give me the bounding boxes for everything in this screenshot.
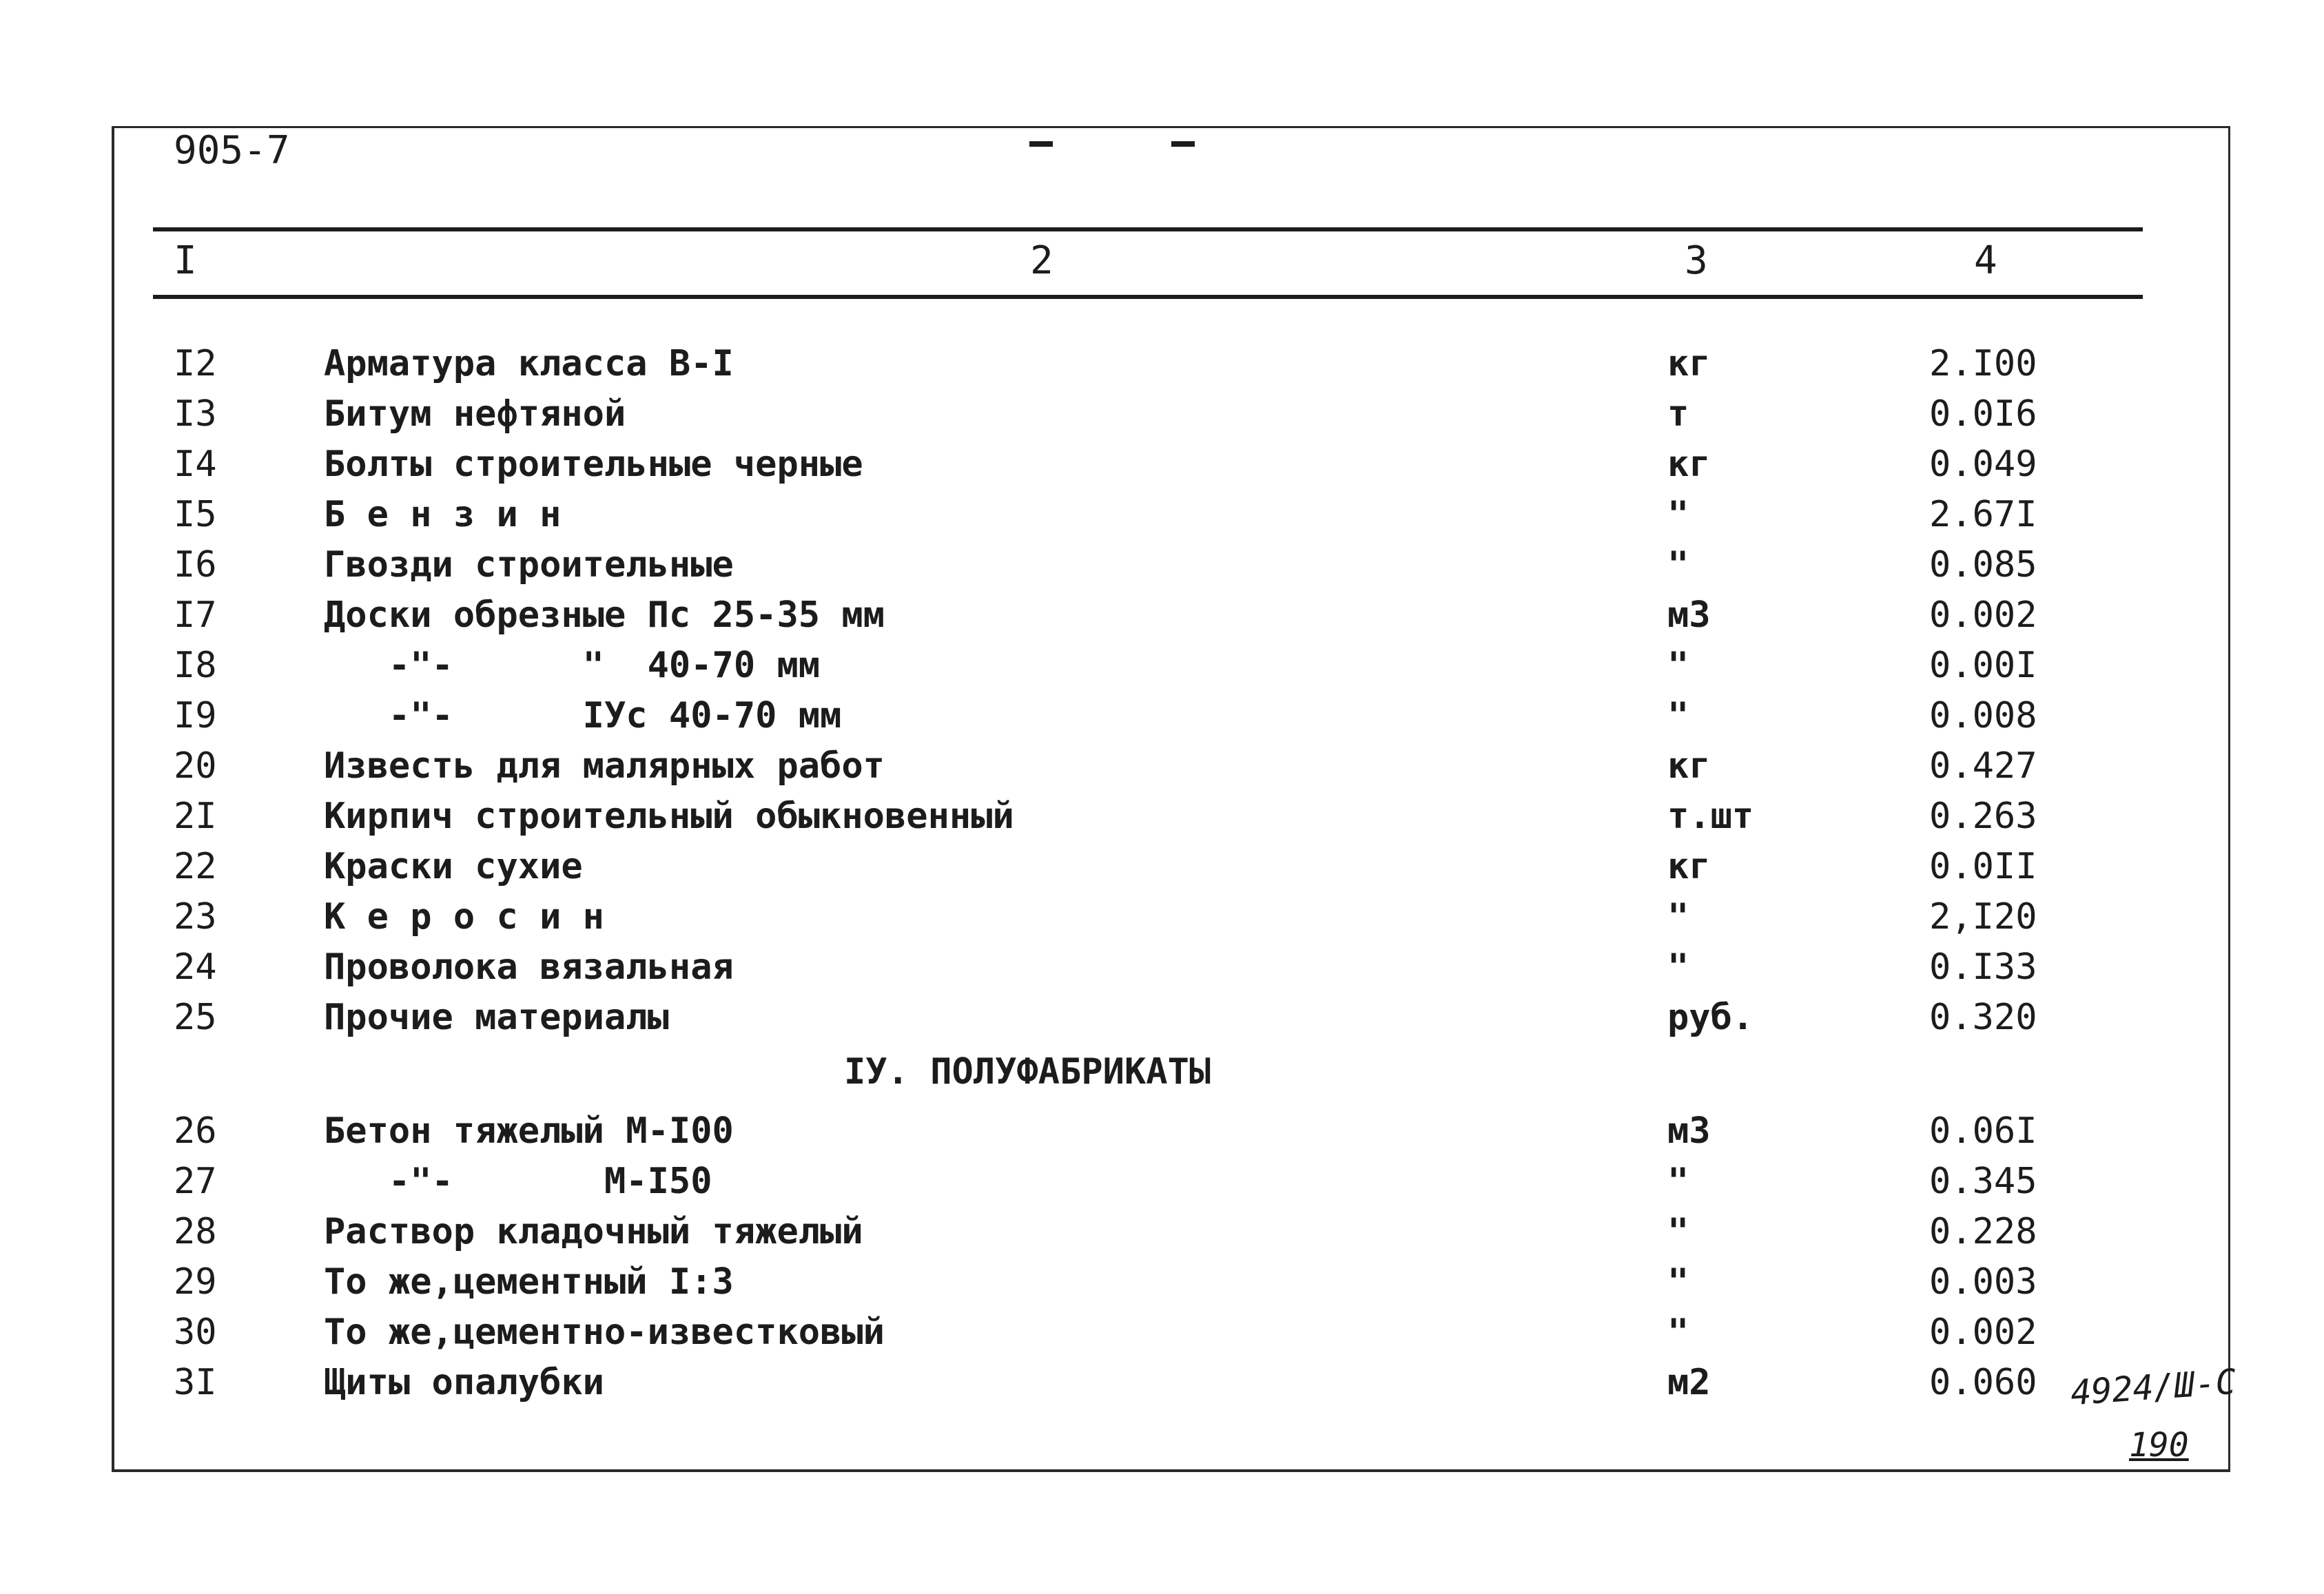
table-row bbox=[0, 1261, 2324, 1310]
row-name: Прочие материалы bbox=[324, 997, 669, 1038]
table-row bbox=[0, 1362, 2324, 1410]
row-name: Раствор кладочный тяжелый bbox=[324, 1211, 863, 1252]
table-row bbox=[0, 544, 2324, 592]
table-row bbox=[0, 645, 2324, 693]
row-name: -"- М-I50 bbox=[324, 1161, 712, 1202]
table-row bbox=[0, 896, 2324, 944]
row-unit: " bbox=[1667, 695, 1689, 736]
row-name: Битум нефтяной bbox=[324, 393, 626, 435]
row-name: Известь для малярных работ bbox=[324, 745, 885, 787]
row-name: Краски сухие bbox=[324, 846, 583, 887]
row-unit: " bbox=[1667, 1261, 1689, 1303]
row-quantity: 0.228 bbox=[1929, 1211, 2037, 1252]
row-quantity: 0.0I6 bbox=[1929, 393, 2037, 435]
row-number: 2I bbox=[174, 796, 217, 837]
row-unit: кг bbox=[1667, 444, 1711, 485]
row-number: 27 bbox=[174, 1161, 217, 1202]
row-quantity: 0.06I bbox=[1929, 1110, 2037, 1152]
row-number: I9 bbox=[174, 695, 217, 736]
row-name: Б е н з и н bbox=[324, 494, 562, 535]
table-row bbox=[0, 997, 2324, 1045]
table-row bbox=[0, 1312, 2324, 1360]
row-number: I8 bbox=[174, 645, 217, 686]
row-number: 29 bbox=[174, 1261, 217, 1303]
row-number: I2 bbox=[174, 343, 217, 384]
row-name: Бетон тяжелый М-I00 bbox=[324, 1110, 734, 1152]
row-unit: т.шт bbox=[1667, 796, 1754, 837]
row-unit: руб. bbox=[1667, 997, 1754, 1038]
table-row bbox=[0, 1211, 2324, 1259]
header-dash bbox=[1029, 141, 1053, 147]
row-unit: м3 bbox=[1667, 1110, 1711, 1152]
row-unit: кг bbox=[1667, 745, 1711, 787]
row-number: 20 bbox=[174, 745, 217, 787]
row-number: I7 bbox=[174, 594, 217, 636]
table-row bbox=[0, 393, 2324, 442]
row-quantity: 2,I20 bbox=[1929, 896, 2037, 938]
row-unit: кг bbox=[1667, 846, 1711, 887]
row-unit: м2 bbox=[1667, 1362, 1711, 1403]
row-unit: " bbox=[1667, 946, 1689, 988]
section-heading: IУ. ПОЛУФАБРИКАТЫ bbox=[844, 1051, 1211, 1093]
row-unit: " bbox=[1667, 544, 1689, 586]
table-row bbox=[0, 745, 2324, 794]
table-row bbox=[0, 1161, 2324, 1209]
row-quantity: 0.00I bbox=[1929, 645, 2037, 686]
row-name: Арматура класса В-I bbox=[324, 343, 734, 384]
row-name: То же,цементно-известковый bbox=[324, 1312, 885, 1353]
row-unit: " bbox=[1667, 1312, 1689, 1353]
row-unit: " bbox=[1667, 896, 1689, 938]
row-quantity: 0.263 bbox=[1929, 796, 2037, 837]
header-dash bbox=[1171, 141, 1195, 147]
row-name: К е р о с и н bbox=[324, 896, 604, 938]
row-name: -"- IУс 40-70 мм bbox=[324, 695, 842, 736]
row-number: I5 bbox=[174, 494, 217, 535]
row-name: Кирпич строительный обыкновенный bbox=[324, 796, 1014, 837]
row-name: Доски обрезные Пс 25-35 мм bbox=[324, 594, 885, 636]
row-name: Проволока вязальная bbox=[324, 946, 734, 988]
handwritten-page-number: 190 bbox=[2129, 1426, 2189, 1464]
table-row bbox=[0, 444, 2324, 492]
table-row bbox=[0, 343, 2324, 391]
table-row bbox=[0, 946, 2324, 995]
row-quantity: 0.085 bbox=[1929, 544, 2037, 586]
row-quantity: 0.I33 bbox=[1929, 946, 2037, 988]
table-row bbox=[0, 695, 2324, 743]
row-quantity: 0.008 bbox=[1929, 695, 2037, 736]
table-top-rule bbox=[153, 227, 2143, 231]
row-quantity: 0.320 bbox=[1929, 997, 2037, 1038]
row-name: Щиты опалубки bbox=[324, 1362, 604, 1403]
row-name: -"- " 40-70 мм bbox=[324, 645, 821, 686]
row-number: I3 bbox=[174, 393, 217, 435]
column-header-2: 2 bbox=[1030, 238, 1053, 283]
table-row bbox=[0, 494, 2324, 542]
row-number: 30 bbox=[174, 1312, 217, 1353]
column-header-4: 4 bbox=[1974, 238, 1997, 283]
row-number: 23 bbox=[174, 896, 217, 938]
table-row bbox=[0, 1110, 2324, 1159]
column-header-3: 3 bbox=[1685, 238, 1708, 283]
row-quantity: 0.002 bbox=[1929, 1312, 2037, 1353]
row-unit: кг bbox=[1667, 343, 1711, 384]
row-name: Болты строительные черные bbox=[324, 444, 863, 485]
row-quantity: 0.427 bbox=[1929, 745, 2037, 787]
table-row bbox=[0, 796, 2324, 844]
column-header-1: I bbox=[174, 238, 197, 283]
row-unit: т bbox=[1667, 393, 1689, 435]
row-number: 25 bbox=[174, 997, 217, 1038]
row-number: I6 bbox=[174, 544, 217, 586]
row-quantity: 0.345 bbox=[1929, 1161, 2037, 1202]
table-header-rule bbox=[153, 295, 2143, 299]
row-name: Гвозди строительные bbox=[324, 544, 734, 586]
row-number: 24 bbox=[174, 946, 217, 988]
row-number: 3I bbox=[174, 1362, 217, 1403]
row-name: То же,цементный I:3 bbox=[324, 1261, 734, 1303]
row-number: 26 bbox=[174, 1110, 217, 1152]
row-unit: м3 bbox=[1667, 594, 1711, 636]
table-row bbox=[0, 594, 2324, 643]
row-number: I4 bbox=[174, 444, 217, 485]
row-quantity: 0.060 bbox=[1929, 1362, 2037, 1403]
row-number: 28 bbox=[174, 1211, 217, 1252]
row-quantity: 0.002 bbox=[1929, 594, 2037, 636]
row-unit: " bbox=[1667, 1161, 1689, 1202]
row-quantity: 2.67I bbox=[1929, 494, 2037, 535]
handwritten-stamp-number: 4924/Ш-С bbox=[2069, 1361, 2238, 1414]
row-unit: " bbox=[1667, 645, 1689, 686]
table-row bbox=[0, 846, 2324, 894]
row-number: 22 bbox=[174, 846, 217, 887]
document-code: 905-7 bbox=[174, 128, 290, 173]
row-unit: " bbox=[1667, 1211, 1689, 1252]
row-quantity: 2.I00 bbox=[1929, 343, 2037, 384]
row-unit: " bbox=[1667, 494, 1689, 535]
row-quantity: 0.049 bbox=[1929, 444, 2037, 485]
row-quantity: 0.0II bbox=[1929, 846, 2037, 887]
row-quantity: 0.003 bbox=[1929, 1261, 2037, 1303]
